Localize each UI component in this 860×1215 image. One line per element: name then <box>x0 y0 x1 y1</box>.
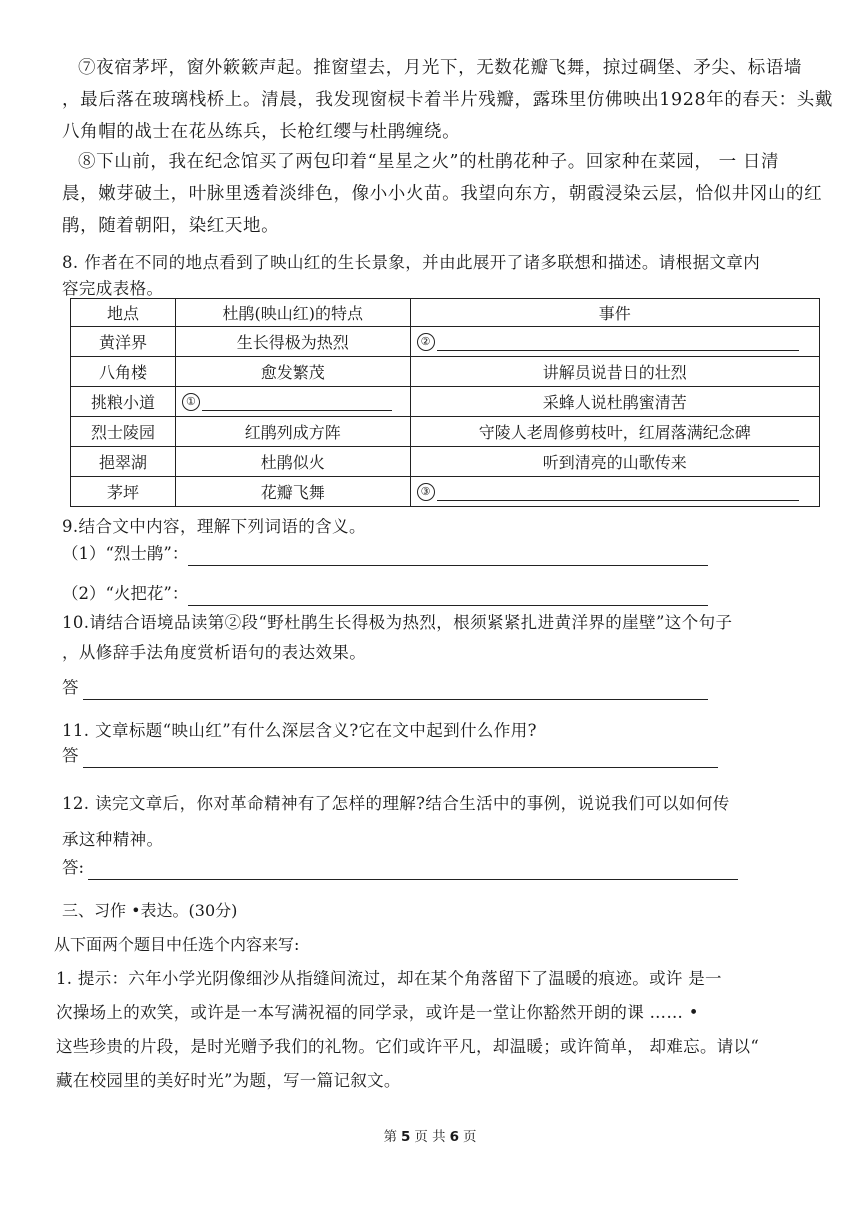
answer-label: 答 <box>62 678 79 697</box>
footer-prefix: 第 <box>383 1129 397 1145</box>
question-12 <box>62 786 822 858</box>
total-page-number: 6 <box>449 1129 460 1145</box>
table-row <box>71 447 820 477</box>
answer-blank[interactable] <box>88 859 738 880</box>
footer-middle: 页 共 <box>414 1129 446 1145</box>
header-event: 事件 <box>410 299 819 327</box>
writing-prompt <box>56 962 796 1098</box>
question-text: 12. 读完文章后，你对革命精神有了怎样的理解?结合生活中的事例，说说我们可以如何传 <box>62 794 730 813</box>
prompt-line: 这些珍贵的片段，是时光赠予我们的礼物。它们或许平凡，却温暖；或许简单， 却难忘。请以“ <box>56 1037 760 1056</box>
cell-event-blank[interactable] <box>410 327 819 357</box>
text-line: ⑧下山前，我在纪念馆买了两包印着“星星之火”的杜鹃花种子。回家种在菜园， 一 日清 <box>78 152 780 172</box>
table-header-row <box>71 299 820 327</box>
answer-line-11 <box>62 744 718 768</box>
cell-event: 讲解员说昔日的壮烈 <box>410 357 819 387</box>
answer-blank[interactable] <box>437 482 799 501</box>
answer-blank[interactable] <box>188 585 708 606</box>
cell-place: 烈士陵园 <box>71 417 176 447</box>
item-label: （1）“烈士鹃”： <box>62 544 189 563</box>
cell-feature: 杜鹃似火 <box>175 447 410 477</box>
passage-paragraph-7 <box>62 52 833 148</box>
answer-blank[interactable] <box>83 747 718 768</box>
answer-table <box>70 298 820 507</box>
question-text: 容完成表格。 <box>62 279 164 298</box>
cell-event-blank[interactable] <box>410 477 819 507</box>
text-line: 晨，嫩芽破土，叶脉里透着淡绯色，像小小火苗。我望向东方，朝霞浸染云层，恰似井冈山的红 <box>62 184 823 204</box>
text-line: ⑦夜宿茅坪，窗外簌簌声起。推窗望去，月光下，无数花瓣飞舞，掠过碉堡、矛尖、标语墙 <box>78 58 802 78</box>
cell-event: 听到清亮的山歌传来 <box>410 447 819 477</box>
question-11 <box>62 718 822 744</box>
footer-suffix: 页 <box>463 1129 477 1145</box>
blank-marker: ③ <box>417 483 435 501</box>
answer-label: 答 <box>62 746 79 765</box>
answer-blank[interactable] <box>188 545 708 566</box>
text-line: 八角帽的战士在花丛练兵，长枪红缨与杜鹃缠绕。 <box>62 122 461 142</box>
question-text: ，从修辞手法角度赏析语句的表达效果。 <box>62 643 367 662</box>
blank-marker: ② <box>417 333 435 351</box>
page-footer <box>0 1125 860 1145</box>
cell-event: 采蜂人说杜鹃蜜清苦 <box>410 387 819 417</box>
question-text: 10.请结合语境品读第②段“野杜鹃生长得极为热烈，根须紧紧扎进黄洋界的崖壁”这个句子 <box>62 613 733 632</box>
header-feature: 杜鹃(映山红)的特点 <box>175 299 410 327</box>
cell-feature: 红鹃列成方阵 <box>175 417 410 447</box>
answer-label: 答: <box>62 858 85 877</box>
question-text: 11. 文章标题“映山红”有什么深层含义?它在文中起到什么作用? <box>62 721 537 740</box>
answer-blank[interactable] <box>202 392 392 411</box>
header-place: 地点 <box>71 299 176 327</box>
question-text: 承这种精神。 <box>62 830 164 849</box>
cell-feature: 生长得极为热烈 <box>175 327 410 357</box>
question-10 <box>62 608 822 668</box>
prompt-line: 藏在校园里的美好时光”为题，写一篇记叙文。 <box>56 1071 401 1090</box>
text-line: ，最后落在玻璃栈桥上。清晨，我发现窗棂卡着半片残瓣，露珠里仿佛映出1928年的春天：头戴 <box>62 90 833 110</box>
answer-blank[interactable] <box>83 679 708 700</box>
answer-line-10 <box>62 676 708 700</box>
answer-line-9-1 <box>62 542 708 566</box>
prompt-line: 次操场上的欢笑，或许是一本写满祝福的同学录，或许是一堂让你豁然开朗的课 …… • <box>56 1003 699 1022</box>
cell-place: 挹翠湖 <box>71 447 176 477</box>
cell-feature-blank[interactable] <box>175 387 410 417</box>
cell-place: 挑粮小道 <box>71 387 176 417</box>
cell-place: 黄洋界 <box>71 327 176 357</box>
blank-marker: ① <box>182 393 200 411</box>
question-text: 9.结合文中内容，理解下列词语的含义。 <box>62 517 366 536</box>
question-9 <box>62 514 822 540</box>
current-page-number: 5 <box>400 1129 411 1145</box>
section-3-title: 三、习作 •表达。(30分) <box>62 901 238 920</box>
cell-event: 守陵人老周修剪枝叶，红屑落满纪念碑 <box>410 417 819 447</box>
answer-line-12 <box>62 856 738 880</box>
question-text: 8. 作者在不同的地点看到了映山红的生长景象，并由此展开了诸多联想和描述。请根据文章内 <box>62 253 761 272</box>
answer-blank[interactable] <box>437 332 799 351</box>
cell-place: 八角楼 <box>71 357 176 387</box>
table-row <box>71 387 820 417</box>
section-3-intro: 从下面两个题目中任选个内容来写: <box>54 935 300 954</box>
table-row <box>71 357 820 387</box>
cell-feature: 花瓣飞舞 <box>175 477 410 507</box>
question-8 <box>62 250 822 302</box>
cell-feature: 愈发繁茂 <box>175 357 410 387</box>
cell-place: 茅坪 <box>71 477 176 507</box>
table-row <box>71 417 820 447</box>
table-row <box>71 327 820 357</box>
item-label: （2）“火把花”： <box>62 584 189 603</box>
passage-paragraph-8 <box>62 146 823 242</box>
text-line: 鹃，随着朝阳，染红天地。 <box>62 216 280 236</box>
table-row <box>71 477 820 507</box>
prompt-line: 1. 提示：六年小学光阴像细沙从指缝间流过，却在某个角落留下了温暖的痕迹。或许 是一 <box>56 969 722 988</box>
answer-line-9-2 <box>62 582 708 606</box>
